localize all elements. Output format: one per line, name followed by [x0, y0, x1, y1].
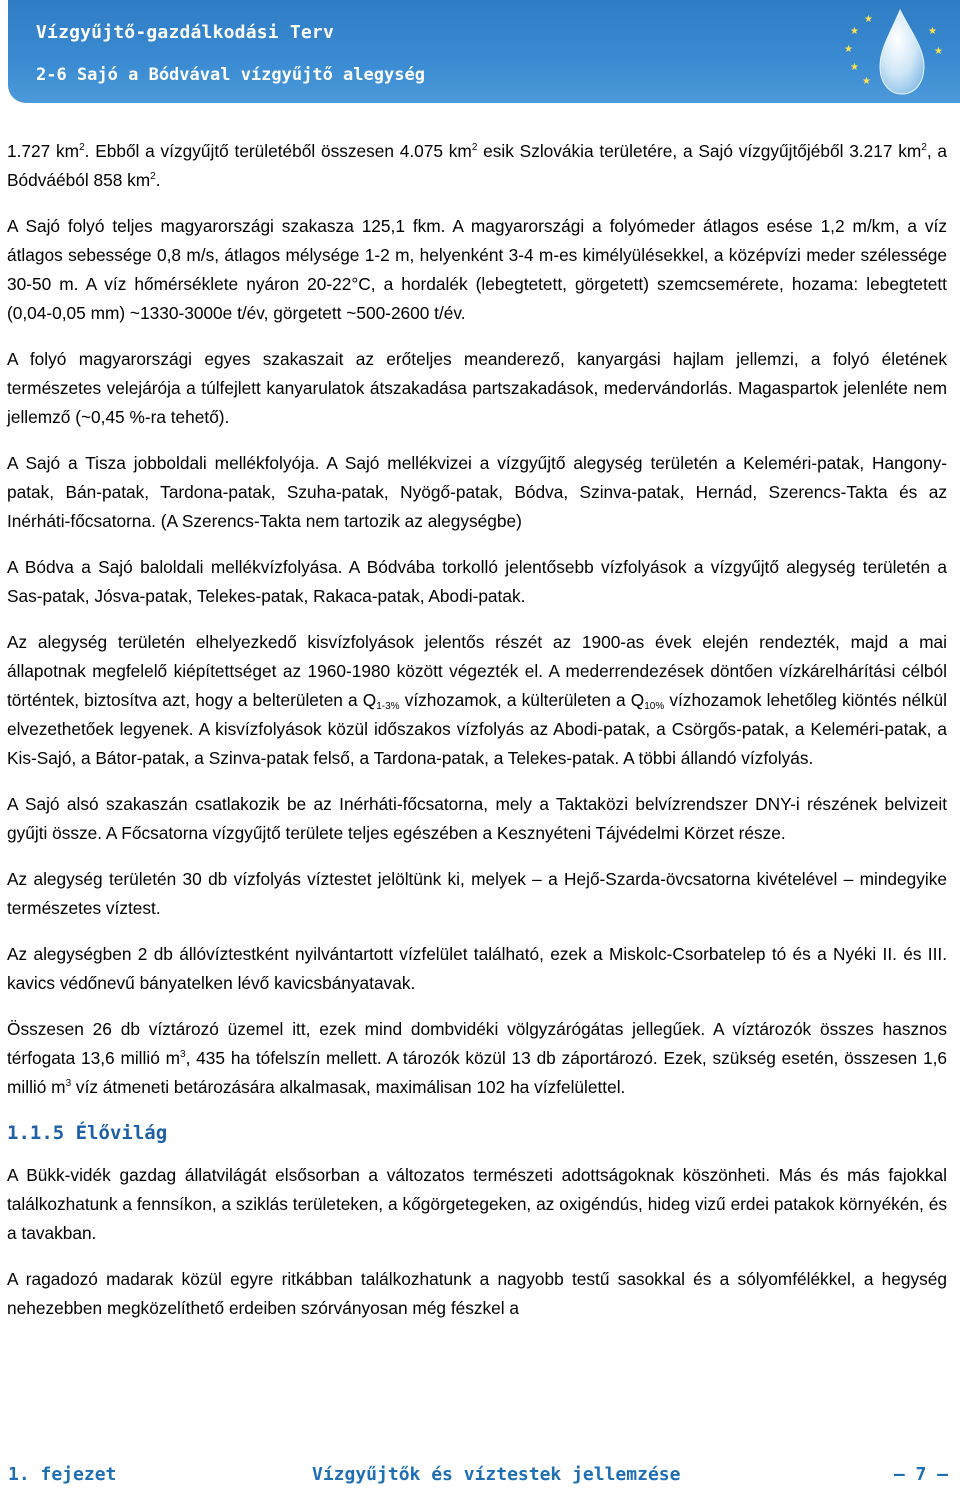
- document-body: [7, 137, 947, 1340]
- paragraph-water-bodies: Az alegység területén 30 db vízfolyás víztestet jelöltünk ki, melyek – a Hejő-Szarda-övcsatorna kivételével – mindegyike természetes víztest.: [7, 869, 947, 918]
- svg-text:★: ★: [928, 26, 937, 37]
- paragraph-bodva: A Bódva a Sajó baloldali mellékvízfolyása. A Bódvába torkolló jelentősebb vízfolyások a vízgyűjtő alegység területén a Sas-patak, Jósva-patak, Telekes-patak, Rakaca-patak, Abodi-patak.: [7, 557, 947, 606]
- paragraph-fauna: A Bükk-vidék gazdag állatvilágát elsősorban a változatos természeti adottságoknak köszönheti. Más és más fajokkal találkozhatunk a fennsíkon, a sziklás területeken, a kőgörgetegeken, az oxigéndús, hideg vizű erdei patakok környékén, és a tavakban.: [7, 1165, 947, 1243]
- svg-text:★: ★: [850, 62, 859, 73]
- footer-chapter-title: Vízgyűjtők és víztestek jellemzése: [312, 1464, 681, 1485]
- paragraph-raptors: A ragadozó madarak közül egyre ritkábban találkozhatunk a nagyobb testű sasokkal és a sólyomfélékkel, a hegység nehezebben megközelíthető erdeiben szórványosan még fészkel a: [7, 1269, 947, 1318]
- svg-text:★: ★: [862, 76, 871, 87]
- paragraph-tributaries: A Sajó a Tisza jobboldali mellékfolyója. A Sajó mellékvizei a vízgyűjtő alegység területén a Keleméri-patak, Hangony-patak, Bán-patak, Tardona-patak, Szuha-patak, Nyögő-patak, Bódva, Szinva-patak, Hernád, Szerencs-Takta és az Inérháti-főcsatorna. (A Szerencs-Takta nem tartozik az alegységbe): [7, 453, 947, 531]
- svg-text:★: ★: [864, 14, 873, 25]
- water-drop-eu-stars-icon: [822, 4, 952, 100]
- footer-page-number: – 7 –: [893, 1464, 948, 1485]
- header-title: Vízgyűjtő-gazdálkodási Terv: [36, 22, 334, 43]
- page-header: [8, 0, 960, 103]
- paragraph-reservoirs: Összesen 26 db víztározó üzemel itt, ezek mind dombvidéki völgyzárógátas jellegűek. A víztározók összes hasznos térfogata 13,6 millió $m^3$, 435 ha tófelszín mellett. A tározók közül 13 db záportározó. Ezek, szükség esetén, összesen 1,6 millió $m^3$ víz átmeneti betározására alkalmasak, maximálisan 102 ha vízfelülettel.: [7, 1019, 947, 1097]
- paragraph-small-streams: Az alegység területén elhelyezkedő kisvízfolyások jelentős részét az 1900-as évek elején rendezték, majd a mai állapotnak megfelelő kiépítettséget az 1960-1980 között végezték el. A mederrendezések döntően vízkárelhárítási célból történtek, biztosítva azt, hogy a belterületen a $Q_{1-3\%}$ vízhozamok, a külterületen a $Q_{10\%}$ vízhozamok lehetőleg kiöntés nélkül elvezethetőek legyenek. A kisvízfolyások közül időszakos vízfolyás az Abodi-patak, a Csörgős-patak, a Keleméri-patak, a Kis-Sajó, a Bátor-patak, a Szinva-patak felső, a Tardona-patak, a Telekes-patak. A többi állandó vízfolyás.: [7, 632, 947, 768]
- section-heading: 1.1.5 Élővilág: [7, 1122, 168, 1144]
- paragraph-sajo-section: A Sajó folyó teljes magyarországi szakasza 125,1 fkm. A magyarországi a folyómeder átlagos esése 1,2 m/km, a víz átlagos sebessége 0,8 m/s, átlagos mélysége 1-2 m, helyenként 3-4 m-es kimélyülésekkel, a középvízi meder szélessége 30-50 m. A víz hőmérséklete nyáron 20-22°C, a hordalék (lebegtetett, görgetett) szemcsemérete, hozama: lebegtetett (0,04-0,05 mm) ~1330-3000e t/év, görgetett ~500-2600 t/év.: [7, 216, 947, 323]
- paragraph-lakes: Az alegységben 2 db állóvíztestként nyilvántartott vízfelület található, ezek a Miskolc-Csorbatelep tó és a Nyéki II. és III. kavics védőnevű bányatelken lévő kavicsbányatavak.: [7, 944, 947, 993]
- page-footer: [8, 1452, 948, 1488]
- header-subtitle: 2-6 Sajó a Bódvával vízgyűjtő alegység: [36, 65, 425, 85]
- svg-text:★: ★: [850, 26, 859, 37]
- paragraph-meander: A folyó magyarországi egyes szakaszait az erőteljes meanderező, kanyargási hajlam jellemzi, a folyó életének természetes velejárója a túlfejlett kanyarulatok átszakadása partszakadások, medervándorlás. Magaspartok jelenléte nem jellemző (~0,45 %-ra tehető).: [7, 349, 947, 427]
- paragraph-area: 1.727 $km^2$. Ebből a vízgyűjtő területéből összesen 4.075 $km^2$ esik Szlovákia területére, a Sajó vízgyűjtőjéből 3.217 $km^2$, a Bódváéból 858 $km^2$.: [7, 141, 947, 190]
- paragraph-main-canal: A Sajó alsó szakaszán csatlakozik be az Inérháti-főcsatorna, mely a Taktaközi belvízrendszer DNY-i részének belvizeit gyűjti össze. A Főcsatorna vízgyűjtő területe teljes egészében a Kesznyéteni Tájvédelmi Körzet része.: [7, 794, 947, 843]
- svg-text:★: ★: [844, 44, 853, 55]
- svg-text:★: ★: [934, 46, 943, 57]
- footer-chapter: 1. fejezet: [8, 1464, 117, 1485]
